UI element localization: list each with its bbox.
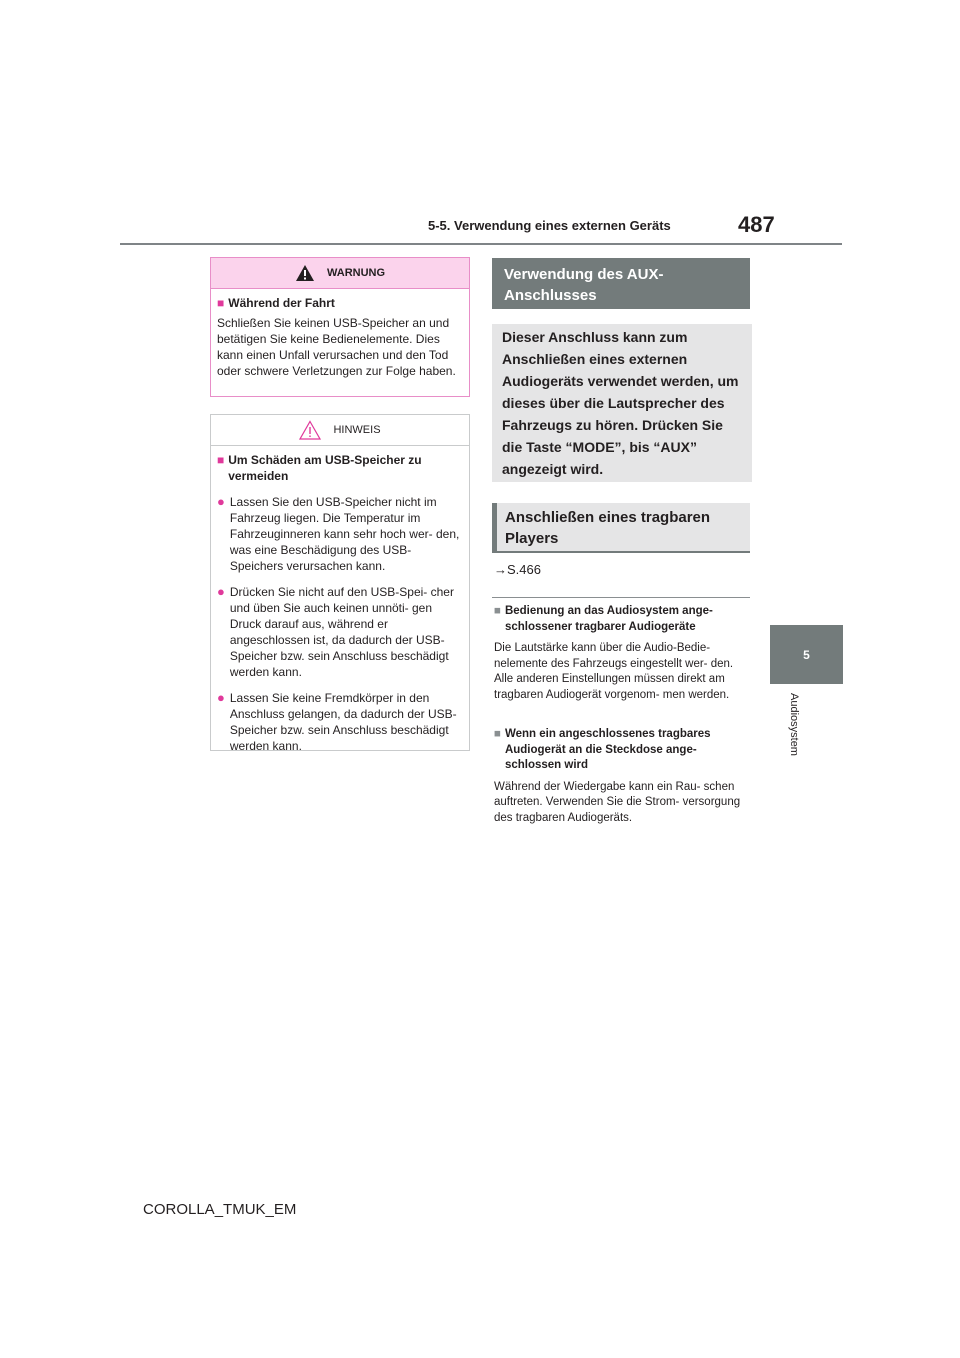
warning-heading — [217, 295, 463, 311]
notice-bullet — [217, 584, 463, 680]
page-number: 487 — [738, 212, 775, 237]
square-bullet-icon: ■ — [217, 453, 225, 467]
chapter-label: Audiosystem — [788, 693, 800, 756]
notice-header — [211, 415, 469, 446]
notice-bullet-text: Lassen Sie den USB-Speicher nicht im Fahrzeug liegen. Die Temperatur im Fahrzeuginneren kann sehr hoch wer- den, was eine Beschädigung des USB-Speichers verursachen kann. — [229, 495, 460, 573]
portable-item-heading — [494, 727, 748, 774]
circle-bullet-icon: ● — [217, 690, 225, 705]
portable-item-heading-text: Bedienung an das Audiosystem ange- schlossener tragbarer Audiogeräte — [504, 605, 713, 633]
circle-bullet-icon: ● — [217, 494, 225, 509]
aux-section-heading: Verwendung des AUX-Anschlusses — [492, 258, 750, 309]
warning-body — [211, 289, 469, 379]
page-reference-link[interactable]: →S.466 — [494, 562, 541, 577]
notice-heading-text: Um Schäden am USB-Speicher zu vermeiden — [228, 453, 422, 483]
aux-section-body: Dieser Anschluss kann zum Anschließen eines externen Audiogeräts verwendet werden, um dieses über die Lautsprecher des Fahrzeugs zu hören. Drücken Sie die Taste “MODE”, bis “AUX” angezeigt wird. — [492, 324, 752, 482]
portable-item-heading — [494, 604, 748, 635]
portable-item-heading-text: Wenn ein angeschlossenes tragbares Audiogerät an die Steckdose ange- schlossen wird — [504, 728, 711, 771]
portable-section-heading: Anschließen eines tragbaren Players — [492, 503, 750, 553]
chapter-number: 5 — [803, 647, 810, 662]
notice-heading — [217, 452, 463, 484]
portable-item — [494, 604, 748, 703]
chapter-tab — [770, 625, 843, 684]
portable-item-text: Während der Wiedergabe kann ein Rau- schen auftreten. Verwenden Sie die Strom- versorgung des tragbaren Audiogeräts. — [494, 780, 741, 824]
notice-box — [210, 414, 470, 751]
header-divider — [120, 243, 842, 245]
warning-triangle-icon — [295, 264, 315, 282]
caution-triangle-icon — [299, 420, 321, 440]
notice-body — [211, 446, 469, 754]
notice-title: HINWEIS — [333, 424, 381, 436]
warning-box — [210, 257, 470, 397]
square-bullet-icon: ■ — [494, 605, 501, 617]
warning-title: WARNUNG — [326, 267, 386, 279]
square-bullet-icon: ■ — [217, 296, 225, 310]
circle-bullet-icon: ● — [217, 584, 225, 599]
section-title: 5-5. Verwendung eines externen Geräts — [428, 218, 671, 233]
section-divider — [492, 597, 750, 598]
notice-bullet-text: Lassen Sie keine Fremdkörper in den Anschluss gelangen, da dadurch der USB-Speicher bzw. sein Anschluss beschädigt werden kann. — [229, 691, 457, 753]
warning-header — [211, 258, 469, 289]
document-code: COROLLA_TMUK_EM — [143, 1201, 297, 1218]
notice-bullet-text: Drücken Sie nicht auf den USB-Spei- cher und üben Sie auch keinen unnöti- gen Druck darauf aus, während er angeschlossen ist, da dadurch der USB-Speicher bzw. sein Anschluss beschädigt werden kann. — [229, 585, 454, 679]
portable-item — [494, 727, 748, 826]
square-bullet-icon: ■ — [494, 728, 501, 740]
portable-item-text: Die Lautstärke kann über die Audio-Bedie- nelemente des Fahrzeugs eingestellt wer- den. Alle anderen Einstellungen müssen direkt am tragbaren Audiogerät vorgenom- men werden. — [494, 642, 734, 701]
notice-bullet — [217, 494, 463, 574]
warning-heading-text: Während der Fahrt — [228, 296, 335, 310]
notice-bullet — [217, 690, 463, 754]
warning-text: Schließen Sie keinen USB-Speicher an und betätigen Sie keine Bedienelemente. Dies kann einen Unfall verursachen und den Tod oder schwere Verletzungen zur Folge haben. — [217, 316, 456, 378]
